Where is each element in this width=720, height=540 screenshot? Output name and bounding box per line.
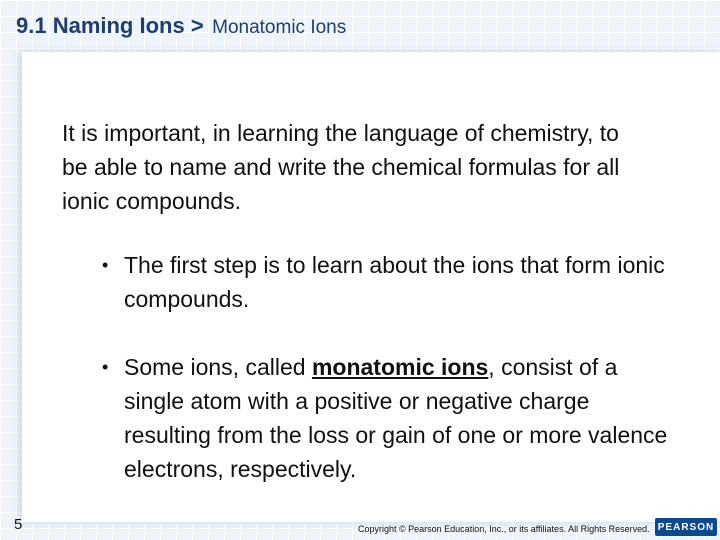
copyright-notice: Copyright © Pearson Education, Inc., or its affiliates. All Rights Reserved.	[358, 524, 650, 534]
bullet-glyph: •	[102, 255, 109, 275]
slide-number: 5	[14, 516, 23, 533]
key-term: monatomic ions	[311, 354, 489, 380]
publisher-logo: PEARSON	[655, 518, 717, 536]
topic-title: Monatomic Ions	[212, 17, 347, 38]
bullet-item	[96, 248, 676, 316]
bullet-text: The first step is to learn about the ions that form ionic compounds.	[124, 252, 665, 312]
slide-title	[16, 13, 346, 39]
section-title: 9.1 Naming Ions >	[16, 13, 204, 38]
bullet-glyph: •	[102, 357, 109, 377]
bullet-text-before: Some ions, called	[124, 354, 312, 380]
bullet-text-after: , consist of a single atom with a positive or negative charge resulting from the loss or gain of one or more valence electrons, respectively.	[124, 354, 668, 482]
bullet-item	[96, 350, 676, 486]
intro-paragraph: It is important, in learning the language of chemistry, to be able to name and write the chemical formulas for all ionic compounds.	[62, 120, 620, 214]
